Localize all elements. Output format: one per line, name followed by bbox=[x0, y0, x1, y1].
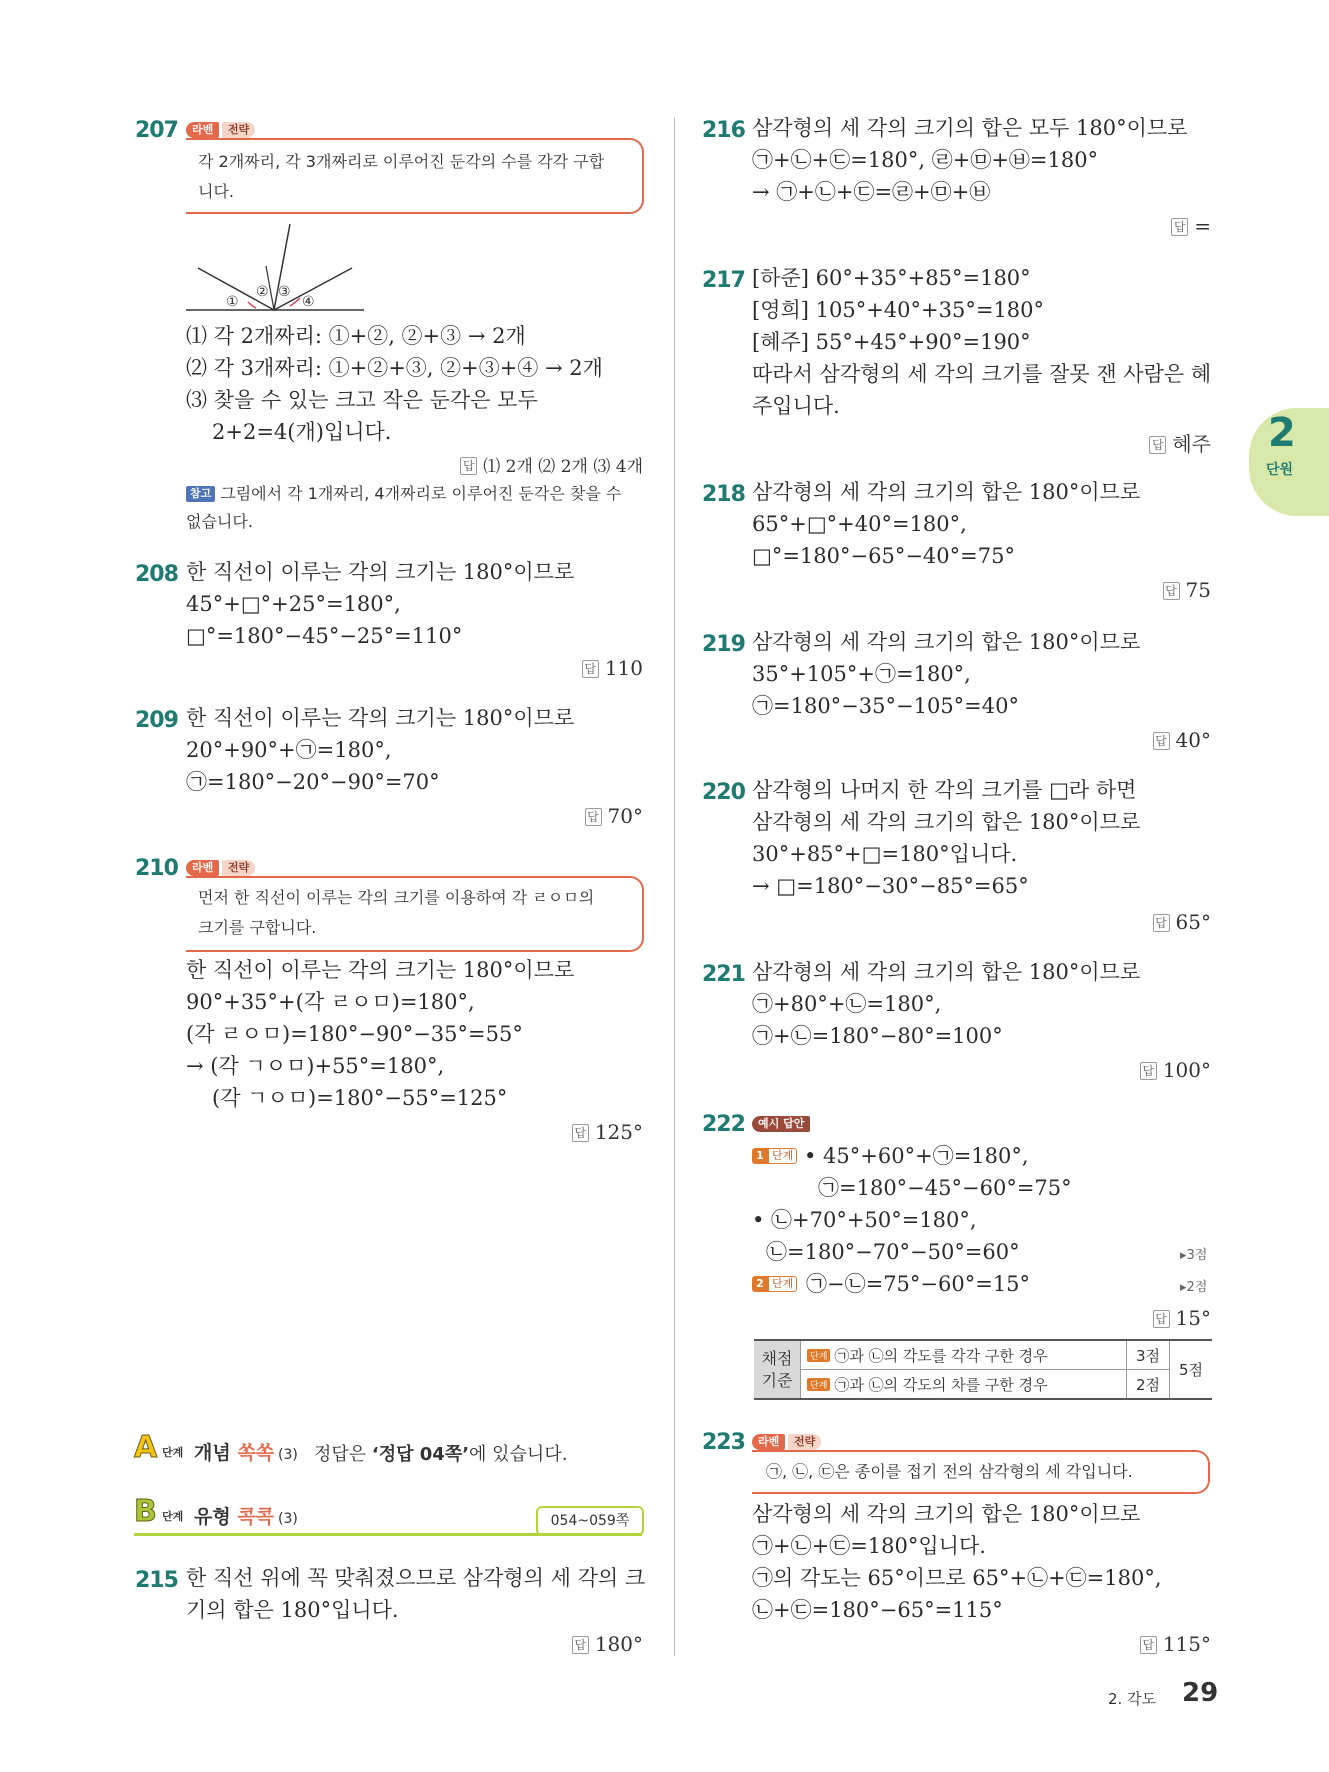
step-1-badge bbox=[752, 1148, 797, 1164]
problem-number-219: 219 bbox=[702, 632, 745, 657]
step-label: 단계 bbox=[162, 1510, 184, 1523]
solution-line: 한 직선이 이루는 각의 크기는 180°이므로 bbox=[186, 958, 575, 982]
note-text: 없습니다. bbox=[186, 512, 253, 531]
note-tag: 참고 bbox=[186, 486, 215, 502]
solution-line: 삼각형의 나머지 한 각의 크기를 □라 하면 bbox=[752, 778, 1137, 802]
table-row bbox=[754, 1370, 1212, 1400]
answer-text: 110 bbox=[604, 656, 643, 680]
answer-mark: 답 bbox=[1171, 218, 1188, 236]
answer-mark: 답 bbox=[1153, 1310, 1170, 1328]
answer bbox=[1171, 214, 1211, 238]
problem-number-207: 207 bbox=[135, 118, 178, 143]
strategy-text: ㉠, ㉡, ㉢은 종이를 접기 전의 삼각형의 세 각입니다. bbox=[766, 1462, 1133, 1481]
step-label: 단계 bbox=[162, 1446, 184, 1459]
solution-line: [하준] 60°+35°+85°=180° bbox=[752, 266, 1031, 290]
solution-line: 한 직선이 이루는 각의 크기는 180°이므로 bbox=[186, 706, 575, 730]
example-answer-tag: 예시 답안 bbox=[752, 1116, 810, 1132]
answer bbox=[572, 1120, 643, 1144]
answer-text: 혜주 bbox=[1172, 432, 1211, 456]
problem-number-222: 222 bbox=[702, 1112, 745, 1137]
answer-mark: 답 bbox=[1149, 436, 1166, 454]
answer-mark: 답 bbox=[582, 660, 599, 678]
solution-line: ㉡+㉢=180°−65°=115° bbox=[752, 1598, 1003, 1622]
answer bbox=[1163, 578, 1211, 602]
section-title-count: (3) bbox=[278, 1447, 298, 1463]
angle-diagram bbox=[186, 222, 366, 314]
page-range-chip: 054~059쪽 bbox=[536, 1506, 644, 1536]
solution-line: ㉡=180°−70°−50°=60° bbox=[766, 1240, 1020, 1264]
section-underline bbox=[134, 1533, 642, 1536]
answer-text: ⑴ 2개 ⑵ 2개 ⑶ 4개 bbox=[483, 457, 643, 477]
answer bbox=[1149, 428, 1211, 457]
answer-text: 40° bbox=[1175, 728, 1211, 752]
solution-line: 한 직선 위에 꼭 맞춰졌으므로 삼각형의 세 각의 크 bbox=[186, 1566, 646, 1590]
answer bbox=[1153, 910, 1211, 934]
note-emphasis: ‘정답 04쪽’ bbox=[371, 1444, 470, 1465]
answer bbox=[572, 1632, 643, 1656]
solution-line: • 45°+60°+㉠=180°, bbox=[804, 1144, 1029, 1168]
strategy-box bbox=[186, 138, 644, 214]
solution-line: ⑵ 각 3개짜리: ①+②+③, ②+③+④ → 2개 bbox=[186, 356, 603, 380]
section-title-highlight: 콕콕 bbox=[237, 1506, 275, 1528]
answer-text: 115° bbox=[1162, 1632, 1211, 1656]
problem-number-210: 210 bbox=[135, 856, 178, 881]
problem-number-209: 209 bbox=[135, 708, 178, 733]
solution-line: [영희] 105°+40°+35°=180° bbox=[752, 298, 1045, 322]
unit-tab-label: 단원 bbox=[1266, 462, 1294, 478]
strategy-tag-label: 전략 bbox=[222, 860, 255, 876]
scoring-criterion bbox=[801, 1370, 1127, 1400]
step-mini-badge: 단계 bbox=[807, 1378, 830, 1391]
solution-line: 90°+35°+(각 ㄹㅇㅁ)=180°, bbox=[186, 990, 475, 1014]
solution-line: 2+2=4(개)입니다. bbox=[212, 420, 392, 444]
solution-line: ㉠+㉡+㉢=180°입니다. bbox=[752, 1534, 986, 1558]
points: ▸2점 bbox=[1180, 1280, 1208, 1295]
problem-number-217: 217 bbox=[702, 268, 745, 293]
strategy-text: 니다. bbox=[198, 182, 234, 201]
solution-line: ㉠=180°−20°−90°=70° bbox=[186, 770, 440, 794]
answer-mark: 답 bbox=[460, 457, 477, 475]
solution-line: 따라서 삼각형의 세 각의 크기를 잘못 잰 사람은 혜 bbox=[752, 362, 1212, 386]
solution-line: 35°+105°+㉠=180°, bbox=[752, 662, 971, 686]
solution-line: (각 ㄱㅇㅁ)=180°−55°=125° bbox=[212, 1086, 508, 1110]
answer-mark: 답 bbox=[1140, 1062, 1157, 1080]
solution-line: 삼각형의 세 각의 크기의 합은 180°이므로 bbox=[752, 810, 1141, 834]
solution-line: ㉠=180°−35°−105°=40° bbox=[752, 694, 1019, 718]
problem-number-223: 223 bbox=[702, 1430, 745, 1455]
step-a-icon: A bbox=[134, 1430, 158, 1465]
solution-line: → (각 ㄱㅇㅁ)+55°=180°, bbox=[186, 1054, 445, 1078]
problem-number-208: 208 bbox=[135, 562, 178, 587]
problem-number-220: 220 bbox=[702, 780, 745, 805]
section-title-text: 개념 bbox=[194, 1442, 238, 1464]
answer bbox=[585, 804, 643, 828]
scoring-total: 5점 bbox=[1170, 1340, 1213, 1399]
solution-line: □°=180°−65°−40°=75° bbox=[752, 544, 1015, 568]
solution-line: → □=180°−30°−85°=65° bbox=[752, 874, 1029, 898]
unit-tab-number: 2 bbox=[1268, 410, 1296, 456]
answer-text: 125° bbox=[594, 1120, 643, 1144]
strategy-tag: 라벤 bbox=[186, 860, 219, 876]
answer bbox=[1140, 1632, 1211, 1656]
strategy-tag-label: 전략 bbox=[222, 122, 255, 138]
solution-line: ⑴ 각 2개짜리: ①+②, ②+③ → 2개 bbox=[186, 324, 526, 348]
solution-line: ㉠+80°+㉡=180°, bbox=[752, 992, 942, 1016]
strategy-tag: 라벤 bbox=[186, 122, 219, 138]
solution-line: 삼각형의 세 각의 크기의 합은 180°이므로 bbox=[752, 1502, 1141, 1526]
note-text: 그림에서 각 1개짜리, 4개짜리로 이루어진 둔각은 찾을 수 bbox=[220, 484, 622, 503]
scoring-criterion bbox=[801, 1340, 1127, 1370]
answer-mark: 답 bbox=[1153, 914, 1170, 932]
solution-line: ㉠=180°−45°−60°=75° bbox=[818, 1176, 1072, 1200]
answer bbox=[1140, 1058, 1211, 1082]
section-title-count: (3) bbox=[278, 1511, 298, 1527]
answer bbox=[460, 452, 643, 477]
solution-line: • ㉡+70°+50°=180°, bbox=[752, 1208, 977, 1232]
step-text: 단계 bbox=[768, 1276, 797, 1292]
strategy-text: 먼저 한 직선이 이루는 각의 크기를 이용하여 각 ㄹㅇㅁ의 bbox=[198, 888, 595, 907]
answer-text: = bbox=[1194, 214, 1211, 238]
strategy-text: 각 2개짜리, 각 3개짜리로 이루어진 둔각의 수를 각각 구합 bbox=[198, 152, 605, 171]
answer-mark: 답 bbox=[572, 1636, 589, 1654]
page-number: 29 bbox=[1182, 1678, 1219, 1708]
answer-mark: 답 bbox=[585, 808, 602, 826]
solution-line: □°=180°−45°−25°=110° bbox=[186, 624, 463, 648]
solution-line: 45°+□°+25°=180°, bbox=[186, 592, 401, 616]
answer bbox=[582, 656, 643, 680]
step-2-badge bbox=[752, 1276, 797, 1292]
problem-number-221: 221 bbox=[702, 962, 745, 987]
strategy-tag: 라벤 bbox=[752, 1434, 785, 1450]
solution-line: 기의 합은 180°입니다. bbox=[186, 1598, 399, 1622]
criterion-text: ㉠과 ㉡의 각도를 각각 구한 경우 bbox=[834, 1346, 1048, 1365]
answer-mark: 답 bbox=[1163, 582, 1180, 600]
angle-label: ③ bbox=[278, 284, 291, 300]
problem-number-216: 216 bbox=[702, 118, 745, 143]
chapter-label: 2. 각도 bbox=[1108, 1690, 1157, 1708]
step-number: 1 bbox=[752, 1148, 768, 1164]
angle-label: ④ bbox=[302, 294, 315, 310]
step-text: 단계 bbox=[768, 1148, 797, 1164]
answer-text: 15° bbox=[1175, 1306, 1211, 1330]
solution-line: ㉠−㉡=75°−60°=15° bbox=[806, 1272, 1031, 1296]
answer-text: 70° bbox=[607, 804, 643, 828]
table-row bbox=[754, 1340, 1212, 1370]
strategy-tag-label: 전략 bbox=[788, 1434, 821, 1450]
points: ▸3점 bbox=[1180, 1248, 1208, 1263]
solution-line: 20°+90°+㉠=180°, bbox=[186, 738, 392, 762]
note-text: 에 있습니다. bbox=[469, 1444, 568, 1465]
answer-mark: 답 bbox=[1153, 732, 1170, 750]
solution-line: ㉠의 각도는 65°이므로 65°+㉡+㉢=180°, bbox=[752, 1566, 1162, 1590]
solution-line: 삼각형의 세 각의 크기의 합은 180°이므로 bbox=[752, 480, 1141, 504]
column-divider bbox=[674, 118, 675, 1656]
problem-number-218: 218 bbox=[702, 482, 745, 507]
answer-text: 75 bbox=[1185, 578, 1211, 602]
answer-mark: 답 bbox=[572, 1124, 589, 1142]
solution-line: ⑶ 찾을 수 있는 크고 작은 둔각은 모두 bbox=[186, 388, 538, 412]
solution-line: (각 ㄹㅇㅁ)=180°−90°−35°=55° bbox=[186, 1022, 523, 1046]
solution-line: [혜주] 55°+45°+90°=190° bbox=[752, 330, 1031, 354]
solution-line: 삼각형의 세 각의 크기의 합은 180°이므로 bbox=[752, 630, 1141, 654]
scoring-points: 3점 bbox=[1127, 1340, 1170, 1370]
answer-text: 180° bbox=[594, 1632, 643, 1656]
problem-number-215: 215 bbox=[135, 1568, 178, 1593]
answer-text: 65° bbox=[1175, 910, 1211, 934]
criterion-text: ㉠과 ㉡의 각도의 차를 구한 경우 bbox=[834, 1375, 1048, 1394]
solution-line: 삼각형의 세 각의 크기의 합은 180°이므로 bbox=[752, 960, 1141, 984]
scoring-points: 2점 bbox=[1127, 1370, 1170, 1400]
step-mini-badge: 단계 bbox=[807, 1349, 830, 1362]
scoring-label-line: 기준 bbox=[761, 1370, 793, 1390]
strategy-text: 크기를 구합니다. bbox=[198, 918, 317, 937]
section-title-text: 유형 bbox=[194, 1506, 238, 1528]
answer bbox=[1153, 728, 1211, 752]
section-a-title bbox=[194, 1438, 298, 1465]
section-title-highlight: 쏙쏙 bbox=[237, 1442, 275, 1464]
answer-text: 100° bbox=[1162, 1058, 1211, 1082]
note bbox=[186, 484, 621, 504]
step-b-icon: B bbox=[134, 1494, 157, 1529]
scoring-label bbox=[754, 1340, 801, 1399]
solution-line: 삼각형의 세 각의 크기의 합은 모두 180°이므로 bbox=[752, 116, 1188, 140]
step-number: 2 bbox=[752, 1276, 768, 1292]
angle-mark bbox=[248, 302, 256, 308]
scoring-table bbox=[754, 1339, 1212, 1400]
section-b-title bbox=[194, 1502, 298, 1529]
solution-line: 한 직선이 이루는 각의 크기는 180°이므로 bbox=[186, 560, 575, 584]
angle-label: ② bbox=[256, 284, 269, 300]
solution-line: → ㉠+㉡+㉢=㉣+㉤+㉥ bbox=[752, 180, 991, 204]
section-a-note bbox=[314, 1440, 567, 1466]
solution-line: 주입니다. bbox=[752, 394, 840, 418]
note-text: 정답은 bbox=[314, 1444, 372, 1465]
solution-line: 65°+□°+40°=180°, bbox=[752, 512, 967, 536]
solution-line: ㉠+㉡=180°−80°=100° bbox=[752, 1024, 1003, 1048]
scoring-label-line: 채점 bbox=[761, 1348, 793, 1368]
answer-mark: 답 bbox=[1140, 1636, 1157, 1654]
solution-line: ㉠+㉡+㉢=180°, ㉣+㉤+㉥=180° bbox=[752, 148, 1099, 172]
answer bbox=[1153, 1306, 1211, 1330]
angle-label: ① bbox=[226, 294, 239, 310]
solution-line: 30°+85°+□=180°입니다. bbox=[752, 842, 1018, 866]
